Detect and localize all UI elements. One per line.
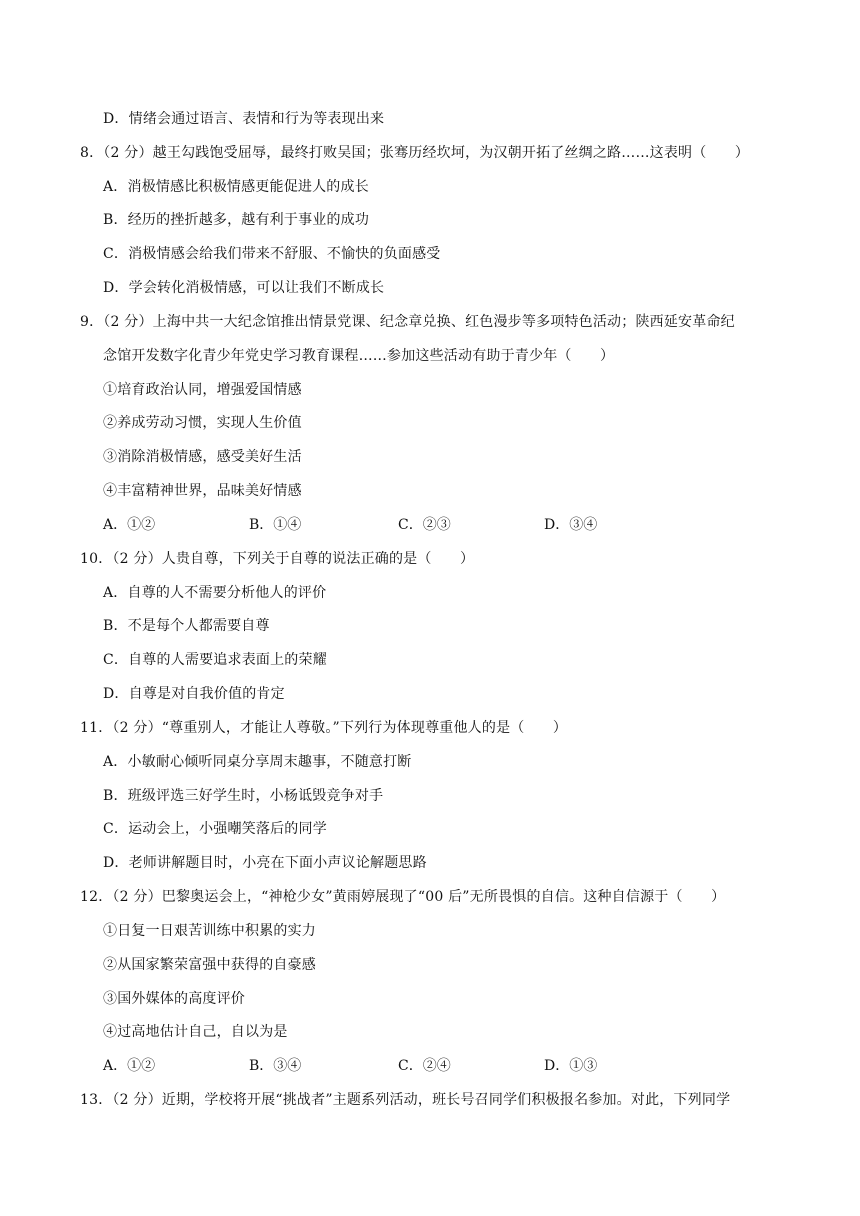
q11-stem: 11．（2 分）“尊重别人，才能让人尊敬。”下列行为体现尊重他人的是（ ） — [80, 720, 568, 736]
q9-option-d: D．③④ — [544, 517, 598, 533]
q11-option-d: D．老师讲解题目时，小亮在下面小声议论解题思路 — [103, 855, 427, 871]
q12-option-c: C．②④ — [398, 1058, 451, 1074]
q9-statement-3: ③消除消极情感，感受美好生活 — [103, 449, 302, 465]
q10-option-d: D．自尊是对自我价值的肯定 — [103, 686, 285, 702]
q12-stem: 12．（2 分）巴黎奥运会上，“神枪少女”黄雨婷展现了“00 后”无所畏惧的自信。这种自信源于（ ） — [80, 889, 726, 905]
q10-option-c: C．自尊的人需要追求表面上的荣耀 — [103, 652, 327, 668]
q12-statement-2: ②从国家繁荣富强中获得的自豪感 — [103, 957, 316, 973]
q11-option-c: C．运动会上，小强嘲笑落后的同学 — [103, 821, 327, 837]
q8-option-c: C．消极情感会给我们带来不舒服、不愉快的负面感受 — [103, 246, 441, 262]
q9-option-b: B．①④ — [249, 517, 302, 533]
q12-option-d: D．①③ — [544, 1058, 598, 1074]
q9-statement-1: ①培育政治认同，增强爱国情感 — [103, 382, 302, 398]
q12-statement-3: ③国外媒体的高度评价 — [103, 991, 245, 1007]
q12-statement-4: ④过高地估计自己，自以为是 — [103, 1024, 288, 1040]
q12-option-b: B．③④ — [249, 1058, 302, 1074]
q12-answer-options — [0, 1056, 860, 1076]
q9-stem-line2: 念馆开发数字化青少年党史学习教育课程……参加这些活动有助于青少年（ ） — [103, 348, 615, 364]
q9-stem-line1: 9．（2 分）上海中共一大纪念馆推出情景党课、纪念章兑换、红色漫步等多项特色活动；陕西延安革命纪 — [80, 314, 735, 330]
q9-answer-options — [0, 515, 860, 535]
q9-statement-4: ④丰富精神世界，品味美好情感 — [103, 483, 302, 499]
q10-stem: 10．（2 分）人贵自尊，下列关于自尊的说法正确的是（ ） — [80, 551, 475, 567]
q11-option-a: A．小敏耐心倾听同桌分享周末趣事，不随意打断 — [103, 754, 412, 770]
q10-option-a: A．自尊的人不需要分析他人的评价 — [103, 585, 327, 601]
q8-option-b: B．经历的挫折越多，越有利于事业的成功 — [103, 212, 370, 228]
q8-stem: 8．（2 分）越王勾践饱受屈辱，最终打败吴国；张骞历经坎坷，为汉朝开拓了丝绸之路……这表明（ ） — [80, 145, 750, 161]
q8-option-d: D．学会转化消极情感，可以让我们不断成长 — [103, 280, 385, 296]
q11-option-b: B．班级评选三好学生时，小杨诋毁竞争对手 — [103, 788, 384, 804]
q9-option-c: C．②③ — [398, 517, 451, 533]
q9-option-a: A．①② — [103, 517, 156, 533]
q12-option-a: A．①② — [103, 1058, 156, 1074]
q10-option-b: B．不是每个人都需要自尊 — [103, 618, 270, 634]
q8-option-a: A．消极情感比积极情感更能促进人的成长 — [103, 179, 369, 195]
q12-statement-1: ①日复一日艰苦训练中积累的实力 — [103, 923, 316, 939]
q13-stem: 13．（2 分）近期，学校将开展“挑战者”主题系列活动，班长号召同学们积极报名参加。对此，下列同学 — [80, 1092, 731, 1108]
q7-option-d: D．情绪会通过语言、表情和行为等表现出来 — [103, 111, 385, 127]
q9-statement-2: ②养成劳动习惯，实现人生价值 — [103, 415, 302, 431]
